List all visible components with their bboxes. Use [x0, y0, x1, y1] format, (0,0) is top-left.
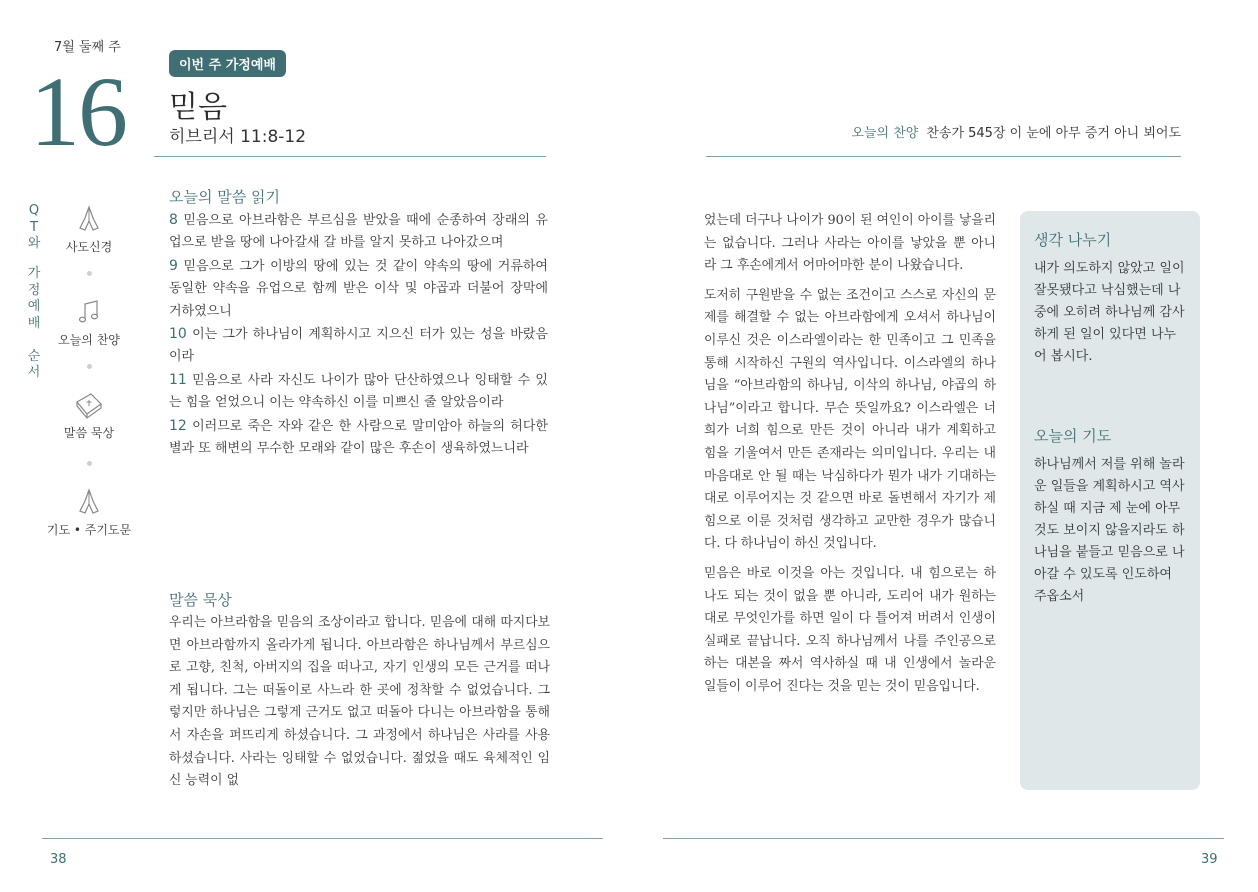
- prayer-text: 하나님께서 저를 위해 놀라운 일들을 계획하시고 역사하실 때 지금 제 눈에 아무것도 보이지 않을지라도 하나님을 붙들고 믿음으로 나아갈 수 있도록 인도하여 주옵소서: [1034, 457, 1185, 604]
- divider-dot: [87, 271, 92, 276]
- verse-text: 믿음으로 그가 이방의 땅에 있는 것 같이 약속의 땅에 거류하여 동일한 약속을 유업으로 함께 받은 이삭 및 야곱과 더불어 장막에 거하였으니: [169, 258, 548, 319]
- side-item-label: 오늘의 찬양: [58, 333, 120, 347]
- vlabel-char: 예: [27, 299, 41, 314]
- verse-11: [169, 369, 548, 415]
- side-item-apostles-creed: [49, 204, 129, 255]
- share-section: [1034, 229, 1186, 368]
- verse-9: [169, 255, 548, 323]
- vlabel-char: 가: [27, 266, 41, 281]
- footer-divider-right: [663, 838, 1224, 839]
- page-title: 믿음: [169, 90, 227, 125]
- verse-text: 믿음으로 사라 자신도 나이가 많아 단산하였으나 잉태할 수 있는 힘을 얻었으니 이는 약속하신 이를 미쁘신 줄 알았음이라: [169, 372, 548, 411]
- verse-10: [169, 323, 548, 369]
- vertical-label-col-worship: [27, 266, 41, 382]
- vlabel-gap: [27, 332, 41, 349]
- side-item-label: 말씀 묵상: [63, 426, 115, 440]
- todays-hymn: [851, 122, 1181, 141]
- divider-dot: [87, 461, 92, 466]
- paragraph: 믿음은 바로 이것을 아는 것입니다. 내 힘으로는 하나도 되는 것이 없을 뿐 아니라, 도리어 내가 원하는 대로 무엇인가를 하면 일이 다 틀어져 버려서 인생이 실패로 끝납니다. 오직 하나님께서 나를 주인공으로 하는 대본을 짜서 역사하실 때 내 인생에서 놀라운 일들이 이루어 진다는 것을 믿는 것이 믿음입니다.: [704, 565, 996, 694]
- praying-hands-icon: [74, 487, 104, 517]
- share-text: 내가 의도하지 않았고 일이 잘못됐다고 낙심했는데 나중에 오히려 하나님께 감사하게 된 일이 있다면 나누어 봅시다.: [1034, 261, 1185, 364]
- hymn-label: 오늘의 찬양: [851, 126, 919, 141]
- vlabel-char: 정: [27, 282, 41, 298]
- family-worship-badge: 이번 주 가정예배: [169, 50, 286, 77]
- reading-heading: 오늘의 말씀 읽기: [169, 188, 280, 206]
- side-item-label: 기도 • 주기도문: [46, 523, 132, 537]
- verse-8: [169, 209, 548, 255]
- verse-number: 10: [169, 326, 187, 343]
- prayer-section: [1034, 425, 1186, 608]
- praying-hands-icon: [74, 204, 104, 234]
- header-divider-right: [706, 156, 1181, 157]
- side-item-prayer: [44, 487, 134, 538]
- week-label: 7월 둘째 주: [54, 40, 121, 55]
- lesson-number: 16: [30, 56, 126, 167]
- verse-number: 12: [169, 417, 187, 434]
- vlabel-char: 배: [27, 315, 41, 331]
- vertical-label-col-qt: [27, 203, 41, 253]
- meditation-heading: 말씀 묵상: [169, 591, 232, 609]
- meditation-text: 우리는 아브라함을 믿음의 조상이라고 합니다. 믿음에 대해 따지다보면 아브라함까지 올라가게 됩니다. 아브라함은 하나님께서 부르심으로 고향, 친척, 아버지의 집을 떠나고, 자기 인생의 모든 근거를 떠나게 됩니다. 그는 떠돌이로 사느라 한 곳에 정착할 수 없었습니다. 그렇지만 하나님은 그렇게 근거도 없고 떠돌아 다니는 아브라함을 통해서 자손을 퍼뜨리게 하셨습니다. 그 과정에서 하나님은 사라를 사용하셨습니다. 사라는 잉태할 수 없었습니다. 젊었을 때도 육체적인 임신 능력이 없: [169, 615, 550, 789]
- paragraph: 었는데 더구나 나이가 90이 된 여인이 아이를 낳을리는 없습니다. 그러나 사라는 아이를 낳았을 뿐 아니라 그 후손에게서 어마어마한 분이 나왔습니다.: [704, 213, 996, 274]
- verse-text: 믿음으로 아브라함은 부르심을 받았을 때에 순종하여 장래의 유업으로 받을 땅에 나아갈새 갈 바를 알지 못하고 나아갔으며: [169, 213, 548, 251]
- side-item-label: 사도신경: [65, 240, 113, 254]
- scripture-verses: [169, 209, 548, 460]
- header-divider-left: [154, 156, 546, 157]
- vlabel-char: Q: [28, 203, 40, 218]
- vlabel-char: 순: [27, 348, 41, 364]
- verse-number: 8: [169, 212, 178, 228]
- side-item-meditation: [49, 390, 129, 441]
- page-number-left: 38: [50, 852, 67, 867]
- vlabel-char: 와: [27, 236, 41, 251]
- verse-text: 이러므로 죽은 자와 같은 한 사람으로 말미암아 하늘의 허다한 별과 또 해변의 무수한 모래와 같이 많은 후손이 생육하였느니라: [169, 418, 548, 457]
- side-item-hymn: [49, 297, 129, 348]
- prayer-heading: 오늘의 기도: [1034, 427, 1112, 445]
- discussion-sidebar: [1020, 211, 1200, 790]
- meditation-continued: [704, 210, 996, 705]
- share-heading: 생각 나누기: [1034, 231, 1112, 249]
- footer-divider-left: [42, 838, 603, 839]
- bible-icon: [73, 390, 105, 420]
- music-note-icon: [74, 297, 104, 327]
- verse-number: 9: [169, 257, 178, 274]
- vlabel-char: 서: [27, 365, 41, 380]
- paragraph: 도저히 구원받을 수 없는 조건이고 스스로 자신의 문제를 해결할 수 없는 아브라함에게 오셔서 하나님이 이루신 것은 이스라엘이라는 한 민족이고 그 민족을 통해 시작하신 구원의 역사입니다. 이스라엘의 하나님을 “아브라함의 하나님, 이삭의 하나님, 야곱의 하나님”이라고 합니다. 무슨 뜻일까요? 이스라엘은 너희가 너희 힘으로 만든 것이 아니라 내가 계획하고 힘을 기울여서 만든 존재라는 의미입니다. 우리는 내 마음대로 안 될 때는 낙심하다가 뭔가 내가 기대하는 대로 이루어지는 것 같으면 바로 돌변해서 자기가 제힘으로 이룬 것처럼 생각하고 교만한 경우가 많습니다. 다 하나님이 하신 것입니다.: [704, 287, 996, 552]
- verse-12: [169, 415, 548, 461]
- vlabel-char: T: [30, 219, 38, 235]
- divider-dot: [87, 364, 92, 369]
- verse-text: 이는 그가 하나님이 계획하시고 지으신 터가 있는 성을 바랐음이라: [169, 327, 548, 365]
- page-number-right: 39: [1201, 852, 1218, 867]
- hymn-text: 찬송가 545장 이 눈에 아무 증거 아니 뵈어도: [926, 126, 1181, 141]
- verse-number: 11: [169, 371, 187, 388]
- scripture-reference: 히브리서 11:8-12: [169, 127, 307, 147]
